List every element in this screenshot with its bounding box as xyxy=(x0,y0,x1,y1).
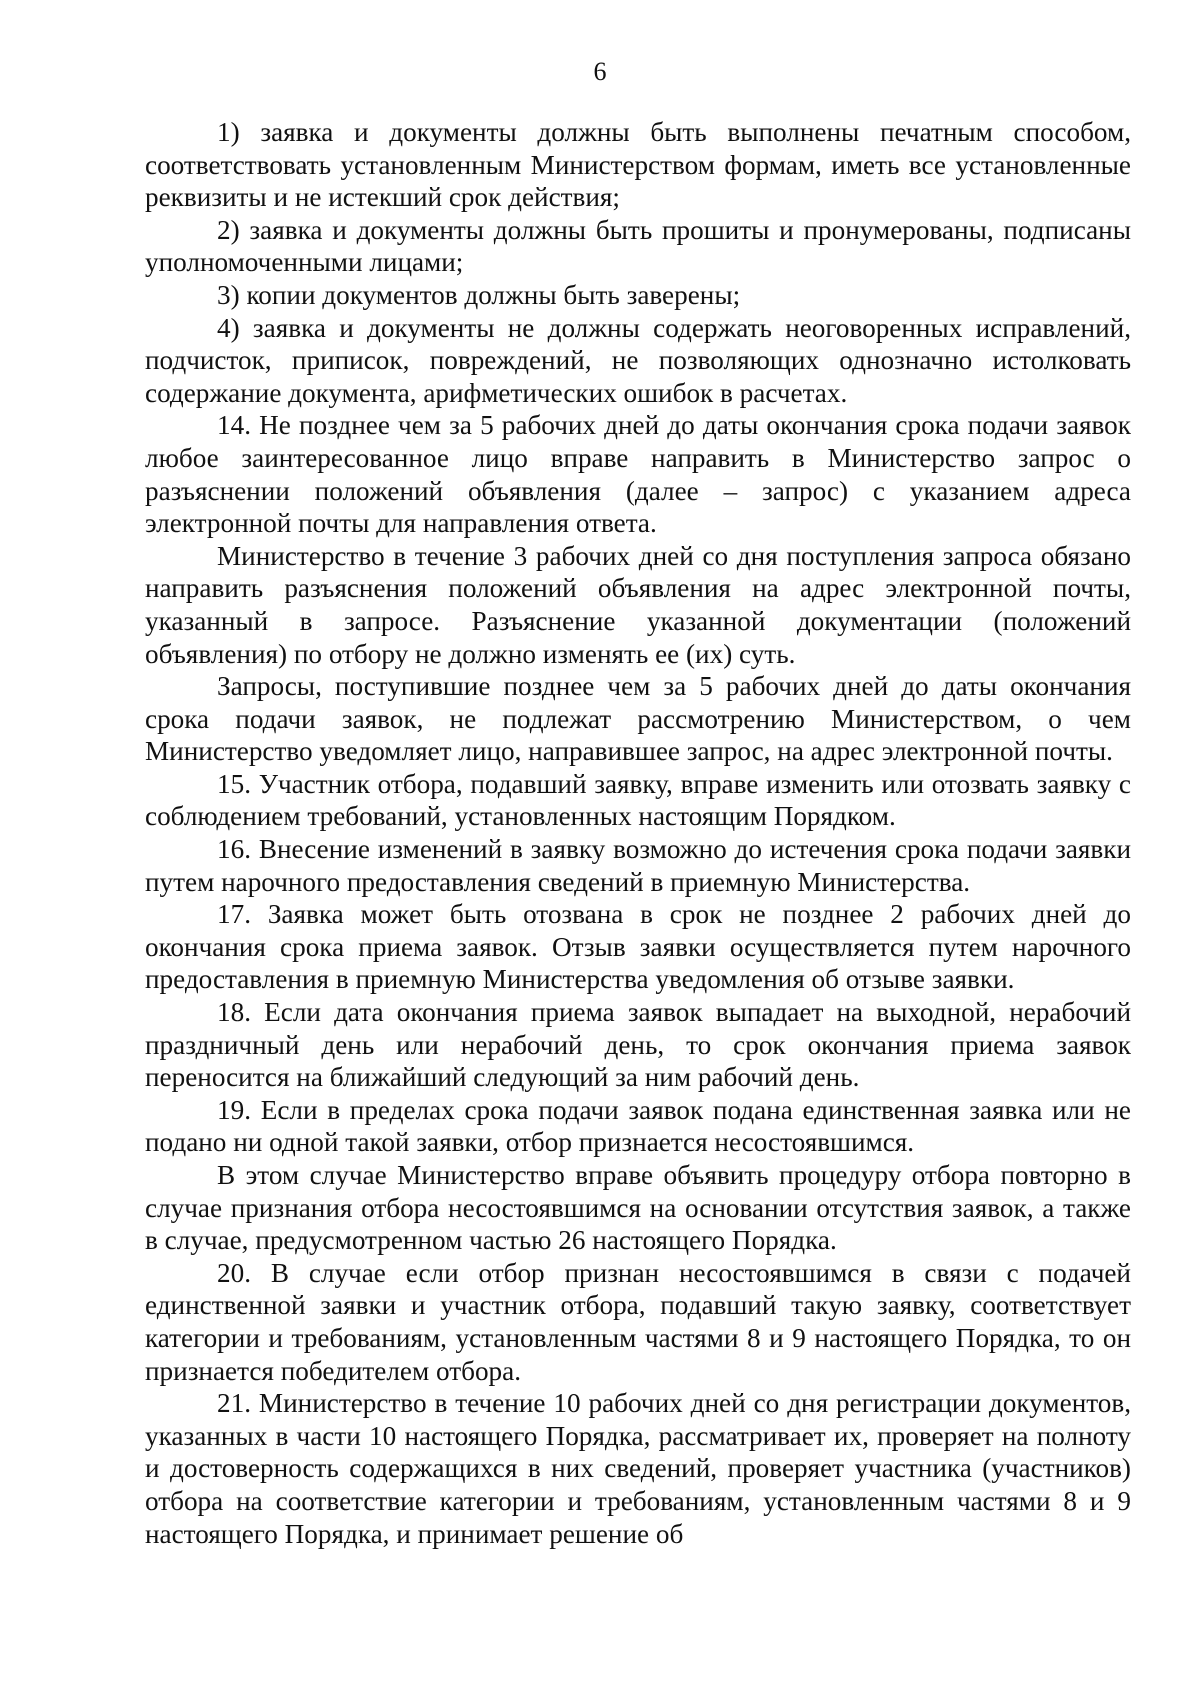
paragraph: Запросы, поступившие позднее чем за 5 рабочих дней до даты окончания срока подачи заявок, не подлежат рассмотрению Министерством, о чем Министерство уведомляет лицо, направившее запрос, на адрес электронной почты. xyxy=(145,671,1131,767)
paragraph: 3) копии документов должны быть заверены; xyxy=(217,279,741,310)
paragraph: 18. Если дата окончания приема заявок выпадает на выходной, нерабочий праздничный день или нерабочий день, то срок окончания приема заявок переносится на ближайший следующий за ним рабочий день. xyxy=(145,997,1131,1093)
paragraph: 4) заявка и документы не должны содержать неоговоренных исправлений, подчисток, приписок, повреждений, не позволяющих однозначно истолковать содержание документа, арифметических ошибок в расчетах. xyxy=(145,312,1131,408)
paragraph: 19. Если в пределах срока подачи заявок подана единственная заявка или не подано ни одной такой заявки, отбор признается несостоявшимся. xyxy=(145,1094,1131,1158)
paragraph: 2) заявка и документы должны быть прошиты и пронумерованы, подписаны уполномоченными лицами; xyxy=(145,214,1131,278)
paragraph: В этом случае Министерство вправе объявить процедуру отбора повторно в случае признания отбора несостоявшимся на основании отсутствия заявок, а также в случае, предусмотренном частью 26 настоящего Порядка. xyxy=(145,1160,1131,1256)
paragraph: 1) заявка и документы должны быть выполнены печатным способом, соответствовать установленным Министерством формам, иметь все установленные реквизиты и не истекший срок действия; xyxy=(145,117,1131,213)
paragraph: 20. В случае если отбор признан несостоявшимся в связи с подачей единственной заявки и участник отбора, подавший такую заявку, соответствует категории и требованиям, установленным частями 8 и 9 настоящего Порядка, то он признается победителем отбора. xyxy=(145,1257,1131,1386)
paragraph: 16. Внесение изменений в заявку возможно до истечения срока подачи заявки путем нарочного предоставления сведений в приемную Министерства. xyxy=(145,834,1131,897)
paragraph: 21. Министерство в течение 10 рабочих дней со дня регистрации документов, указанных в части 10 настоящего Порядка, рассматривает их, проверяет на полноту и достоверность содержащихся в них сведений, проверяет участника (участников) отбора на соответствие категории и требованиям, установленным частями 8 и 9 настоящего Порядка, и принимает решение об xyxy=(145,1388,1131,1549)
paragraph: 15. Участник отбора, подавший заявку, вправе изменить или отозвать заявку с соблюдением требований, установленных настоящим Порядком. xyxy=(145,768,1131,832)
paragraph: 17. Заявка может быть отозвана в срок не позднее 2 рабочих дней до окончания срока приема заявок. Отзыв заявки осуществляется путем нарочного предоставления в приемную Министерства уведомления об отзыве заявки. xyxy=(145,899,1131,995)
document-body xyxy=(145,116,1131,1550)
paragraph: 14. Не позднее чем за 5 рабочих дней до даты окончания срока подачи заявок любое заинтересованное лицо вправе направить в Министерство запрос о разъяснении положений объявления (далее – запрос) с указанием адреса электронной почты для направления ответа. xyxy=(145,410,1131,539)
page-number: 6 xyxy=(593,57,607,86)
paragraph: Министерство в течение 3 рабочих дней со дня поступления запроса обязано направить разъяснения положений объявления на адрес электронной почты, указанный в запросе. Разъяснение указанной документации (положений объявления) по отбору не должно изменять ее (их) суть. xyxy=(145,540,1131,669)
